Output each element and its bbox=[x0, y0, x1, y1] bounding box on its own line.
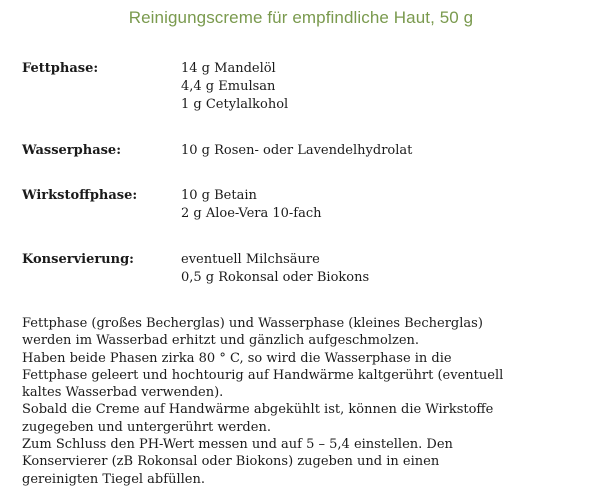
instruction-line: zugegeben und untergerührt werden. bbox=[22, 419, 271, 435]
instruction-line: werden im Wasserbad erhitzt und gänzlich aufgeschmolzen. bbox=[22, 333, 420, 349]
ingredient: 0,5 g Rokonsal oder Biokons bbox=[181, 270, 370, 285]
phase-ingredients bbox=[181, 187, 322, 223]
ingredient: 14 g Mandelöl bbox=[181, 61, 276, 76]
ingredient: eventuell Milchsäure bbox=[181, 252, 320, 267]
instruction-line: Haben beide Phasen zirka 80 ° C, so wird die Wasserphase in die bbox=[22, 350, 452, 366]
ingredient: 1 g Cetylalkohol bbox=[181, 97, 289, 112]
ingredient: 4,4 g Emulsan bbox=[181, 79, 276, 94]
phase-label: Konservierung: bbox=[22, 252, 134, 267]
phase-ingredients bbox=[181, 142, 412, 160]
ingredient: 2 g Aloe-Vera 10-fach bbox=[181, 206, 322, 221]
instruction-line: gereinigten Tiegel abfüllen. bbox=[22, 471, 205, 487]
recipe-title: Reinigungscreme für empfindliche Haut, 50 g bbox=[128, 8, 474, 27]
phase-label: Wirkstoffphase: bbox=[22, 188, 138, 203]
phase-label: Fettphase: bbox=[22, 61, 99, 76]
instruction-line: kaltes Wasserbad verwenden). bbox=[22, 385, 224, 401]
phase-ingredients bbox=[181, 60, 288, 114]
ingredient: 10 g Rosen- oder Lavendelhydrolat bbox=[181, 143, 413, 158]
ingredient: 10 g Betain bbox=[181, 188, 257, 203]
instructions-paragraph bbox=[22, 315, 582, 488]
instruction-line: Fettphase geleert und hochtourig auf Handwärme kaltgerührt (eventuell bbox=[22, 367, 504, 383]
phase-label: Wasserphase: bbox=[22, 143, 122, 158]
phase-ingredients bbox=[181, 251, 369, 287]
instruction-line: Zum Schluss den PH-Wert messen und auf 5 – 5,4 einstellen. Den bbox=[22, 437, 453, 453]
instruction-line: Sobald die Creme auf Handwärme abgekühlt ist, können die Wirkstoffe bbox=[22, 402, 494, 418]
instruction-line: Fettphase (großes Becherglas) und Wasserphase (kleines Becherglas) bbox=[22, 316, 483, 331]
instruction-line: Konservierer (zB Rokonsal oder Biokons) zugeben und in einen bbox=[22, 454, 440, 470]
